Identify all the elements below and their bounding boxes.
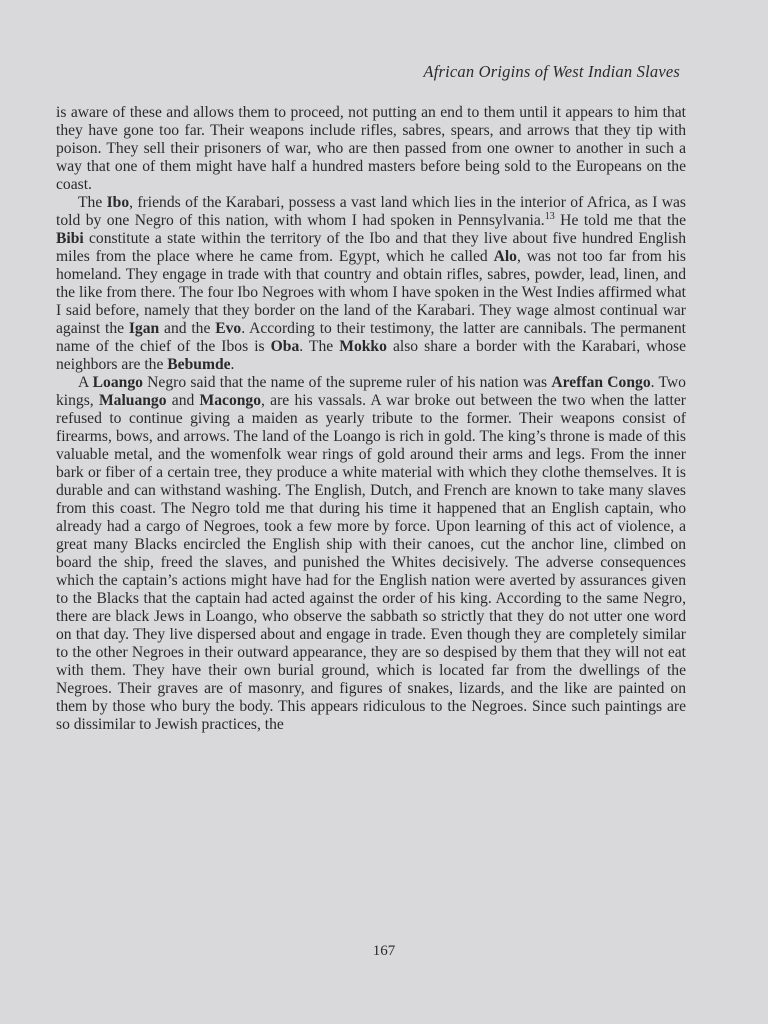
text-run: is aware of these and allows them to proceed, not putting an end to them until it appears to him that they have gone too far. Their weapons include rifles, sabres, spears, and arrows that they tip with poison. They sell their prisoners of war, who are then passed from one owner to another in such a way that one of them might have half a hundred masters before being sold to the Europeans on the coast. bbox=[56, 104, 686, 193]
paragraph-3 bbox=[56, 374, 686, 734]
text-run: . The bbox=[299, 338, 340, 355]
text-run: . bbox=[230, 356, 235, 373]
bold-term: Ibo bbox=[106, 194, 130, 211]
bold-term: Alo bbox=[493, 248, 517, 265]
body-text bbox=[56, 104, 686, 734]
footnote-marker: 13 bbox=[544, 210, 555, 222]
bold-term: Macongo bbox=[199, 392, 262, 409]
bold-term: Areffan Congo bbox=[551, 374, 651, 391]
text-run: , friends of the Karabari, possess a vast land which lies in the interior of Africa, as I was told by one Negro of this nation, with whom I had spoken in Pennsylvania. bbox=[56, 194, 686, 229]
bold-term: Bebumde bbox=[167, 356, 231, 373]
text-run: Negro said that the name of the supreme ruler of his nation was bbox=[142, 374, 552, 391]
text-run: . Two kings, bbox=[56, 374, 686, 409]
text-run: and the bbox=[159, 320, 216, 337]
text-run: constitute a state within the territory of the Ibo and that they live about five hundred English miles from the place where he came from. Egypt, which he called bbox=[56, 230, 686, 265]
bold-term: Bibi bbox=[56, 230, 84, 247]
text-run: also share a border with the Karabari, whose neighbors are the bbox=[56, 338, 686, 373]
paragraph-1 bbox=[56, 104, 686, 194]
text-run: , was not too far from his homeland. They engage in trade with that country and obtain rifles, sabres, powder, lead, linen, and the like from there. The four Ibo Negroes with whom I have spoken in the West Indies affirmed what I said before, namely that they border on the land of the Karabari. They wage almost continual war against the bbox=[56, 248, 686, 337]
paragraph-2 bbox=[56, 194, 686, 374]
bold-term: Evo bbox=[215, 320, 242, 337]
text-run: The bbox=[78, 194, 107, 211]
text-run: . According to their testimony, the latter are cannibals. The permanent name of the chief of the Ibos is bbox=[56, 320, 686, 355]
page-number: 167 bbox=[372, 943, 396, 959]
text-run: and bbox=[166, 392, 200, 409]
running-header: African Origins of West Indian Slaves bbox=[423, 62, 680, 81]
text-run: A bbox=[78, 374, 93, 391]
text-run: , are his vassals. A war broke out between the two when the latter refused to continue giving a maiden as yearly tribute to the former. Their weapons consist of firearms, bows, and arrows. The land of the Loango is rich in gold. The king’s throne is made of this valuable metal, and the womenfolk wear rings of gold around their arms and legs. From the inner bark or fiber of a certain tree, they produce a white material with which they clothe themselves. It is durable and can withstand washing. The English, Dutch, and French are known to take many slaves from this coast. The Negro told me that during his time it happened that an English captain, who already had a cargo of Negroes, took a few more by force. Upon learning of this act of violence, a great many Blacks encircled the English ship with their canoes, cut the anchor line, climbed on board the ship, freed the slaves, and punished the Whites decisively. The adverse consequences which the captain’s actions might have had for the English nation were averted by assurances given to the Blacks that the captain had acted against the order of his king. According to the same Negro, there are black Jews in Loango, who observe the sabbath so strictly that they do not utter one word on that day. They live dispersed about and engage in trade. Even though they are completely similar to the other Negroes in their outward appearance, they are so despised by them that they will not eat with them. They have their own burial ground, which is located far from the dwellings of the Negroes. Their graves are of masonry, and figures of snakes, lizards, and the like are painted on them by those who bury the body. This appears ridiculous to the Negroes. Since such paintings are so dissimilar to Jewish practices, the bbox=[56, 392, 686, 733]
bold-term: Igan bbox=[128, 320, 160, 337]
bold-term: Mokko bbox=[339, 338, 387, 355]
bold-term: Loango bbox=[92, 374, 143, 391]
text-run: He told me that the bbox=[554, 212, 687, 229]
bold-term: Oba bbox=[270, 338, 300, 355]
bold-term: Maluango bbox=[98, 392, 167, 409]
